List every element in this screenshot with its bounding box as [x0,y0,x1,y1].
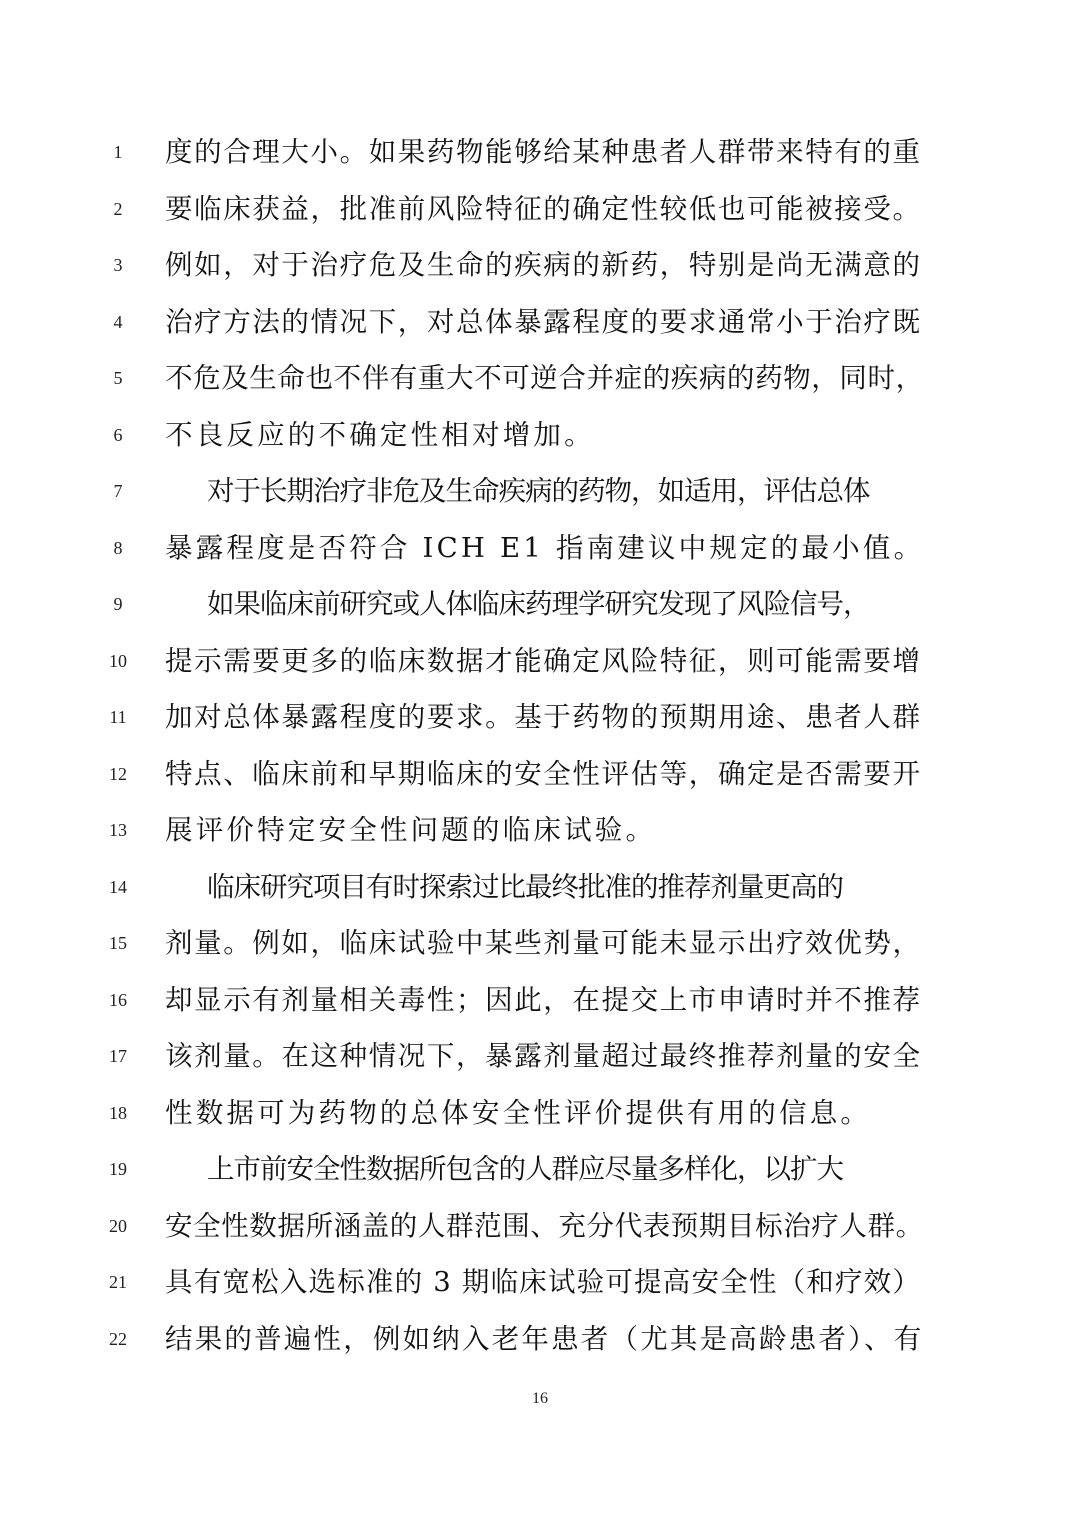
line-number: 2 [113,198,123,219]
text-line [0,1085,1080,1141]
line-number: 1 [113,142,123,162]
line-text: 要临床获益，批准前风险特征的确定性较低也可能被接受。 [165,192,922,225]
text-line [0,1254,1080,1310]
text-line [0,802,1080,858]
text-line [0,124,1080,180]
line-number: 4 [113,311,123,332]
line-text: 具有宽松入选标准的 3 期临床试验可提高安全性（和疗效） [165,1266,922,1298]
line-text: 临床研究项目有时探索过比最终批准的推荐剂量更高的 [207,870,843,903]
text-line [0,463,1080,519]
line-number: 10 [109,650,127,671]
line-text: 上市前安全性数据所包含的人群应尽量多样化，以扩大 [207,1153,843,1185]
line-number: 22 [109,1328,127,1349]
text-line [0,633,1080,689]
line-text: 不危及生命也不伴有重大不可逆合并症的疾病的药物，同时， [165,362,924,394]
text-line [0,1198,1080,1254]
line-number: 18 [109,1102,127,1123]
line-text: 加对总体暴露程度的要求。基于药物的预期用途、患者人群 [165,701,922,733]
line-number: 6 [113,424,123,445]
text-line [0,181,1080,237]
text-line [0,576,1080,632]
line-number: 3 [113,255,123,275]
line-text: 度的合理大小。如果药物能够给某种患者人群带来特有的重 [165,136,922,168]
text-line [0,1141,1080,1197]
text-line [0,1028,1080,1084]
line-text: 提示需要更多的临床数据才能确定风险特征，则可能需要增 [165,644,922,677]
page-number: 16 [532,1390,548,1407]
line-text: 安全性数据所涵盖的人群范围、充分代表预期目标治疗人群。 [165,1209,924,1242]
line-number: 20 [109,1215,127,1236]
text-line [0,746,1080,802]
line-number: 9 [113,594,123,614]
line-number: 19 [109,1159,127,1179]
line-text: 不良反应的不确定性相对增加。 [165,418,595,451]
text-line [0,350,1080,406]
line-number: 16 [109,989,127,1010]
text-line [0,915,1080,971]
line-number: 8 [113,537,123,558]
line-number: 12 [109,763,127,784]
line-text: 特点、临床前和早期临床的安全性评估等，确定是否需要开 [165,757,922,790]
text-line [0,1311,1080,1367]
line-text: 结果的普遍性，例如纳入老年患者（尤其是高龄患者）、有 [165,1322,924,1355]
line-text: 展评价特定安全性问题的临床试验。 [165,814,657,846]
line-text: 该剂量。在这种情况下，暴露剂量超过最终推荐剂量的安全 [165,1040,922,1072]
line-text: 对于长期治疗非危及生命疾病的药物，如适用，评估总体 [207,475,870,507]
line-number: 14 [109,876,127,897]
line-number: 11 [109,707,127,727]
text-line [0,520,1080,576]
line-text: 治疗方法的情况下，对总体暴露程度的要求通常小于治疗既 [165,305,922,338]
text-line [0,859,1080,915]
line-number: 13 [109,820,127,840]
line-number: 17 [109,1046,127,1066]
text-line [0,689,1080,745]
line-text: 暴露程度是否符合 ICH E1 指南建议中规定的最小值。 [165,531,925,564]
line-text: 却显示有剂量相关毒性；因此，在提交上市申请时并不推荐 [165,983,922,1016]
text-line [0,972,1080,1028]
line-number: 21 [109,1272,127,1292]
line-text: 性数据可为药物的总体安全性评价提供有用的信息。 [165,1096,872,1129]
text-line [0,237,1080,293]
line-number: 7 [113,481,123,501]
text-line [0,407,1080,463]
line-text: 例如，对于治疗危及生命的疾病的新药，特别是尚无满意的 [165,249,922,281]
line-number: 15 [109,933,127,953]
line-number: 5 [113,368,123,388]
line-text: 如果临床前研究或人体临床药理学研究发现了风险信号， [207,588,870,620]
line-text: 剂量。例如，临床试验中某些剂量可能未显示出疗效优势， [165,927,922,959]
text-line [0,294,1080,350]
